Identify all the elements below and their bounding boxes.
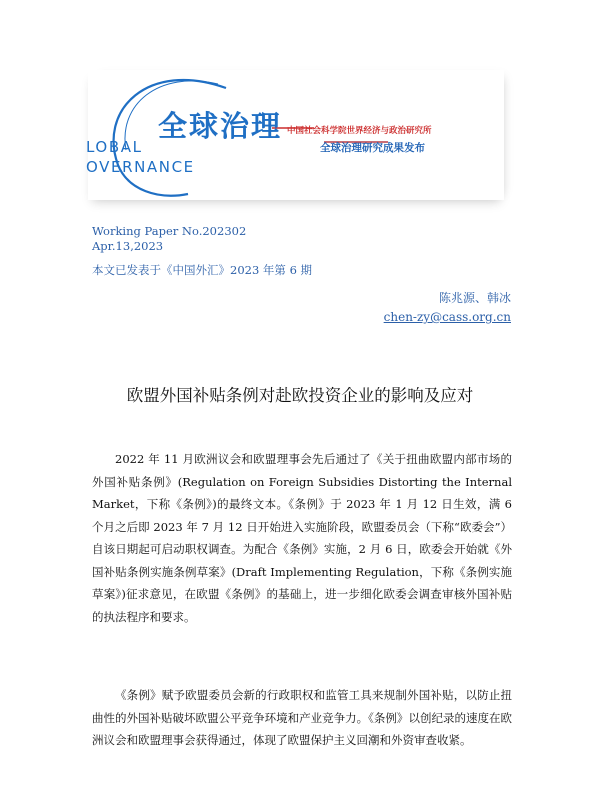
paragraph-2: 《条例》赋予欧盟委员会新的行政职权和监管工具来规制外国补贴，以防止扭曲性的外国补贴破坏欧盟公平竞争环境和产业竞争力。《条例》以创纪录的速度在欧洲议会和欧盟理事会获得通过，体现了欧盟保护主义回潮和外资审查收紧。 xyxy=(92,688,512,747)
logo-chinese-title: 全球治理 xyxy=(158,109,283,143)
paper-number: Working Paper No.202302 xyxy=(92,224,247,238)
article-title: 欧盟外国补贴条例对赴欧投资企业的影响及应对 xyxy=(126,386,474,405)
author-names: 陈兆源、韩冰 xyxy=(438,291,511,305)
logo-english-line2: OVERNANCE xyxy=(86,158,195,176)
institute-name: 中国社会科学院世界经济与政治研究所 xyxy=(287,126,432,136)
author-email-link[interactable]: chen-zy@cass.org.cn xyxy=(383,310,511,324)
paragraph-1: 2022 年 11 月欧洲议会和欧盟理事会先后通过了《关于扭曲欧盟内部市场的外国补贴条例》(Regulation on Foreign Subsidies Distorting the Internal Market，下称《条例》)的最终文本。《条例》于 2023 年 1 月 12 日生效，满 6 个月之后即 2023 年 7 月 12 日开始进入实施阶段，欧盟委员会（下称“欧委会”）自该日期起可启动职权调查。为配合《条例》实施，2 月 6 日，欧委会开始就《外国补贴条例实施条例草案》(Draft Implementing Regulation，下称《条例实施草案》)征求意见，在欧盟《条例》的基础上，进一步细化欧委会调查审核外国补贴的执法程序和要求。 xyxy=(92,452,512,624)
publication-note: 本文已发表于《中国外汇》2023 年第 6 期 xyxy=(92,263,313,277)
paper-date: Apr.13,2023 xyxy=(92,239,164,253)
series-name: 全球治理研究成果发布 xyxy=(320,142,425,154)
logo-english-line1: LOBAL xyxy=(86,138,143,156)
